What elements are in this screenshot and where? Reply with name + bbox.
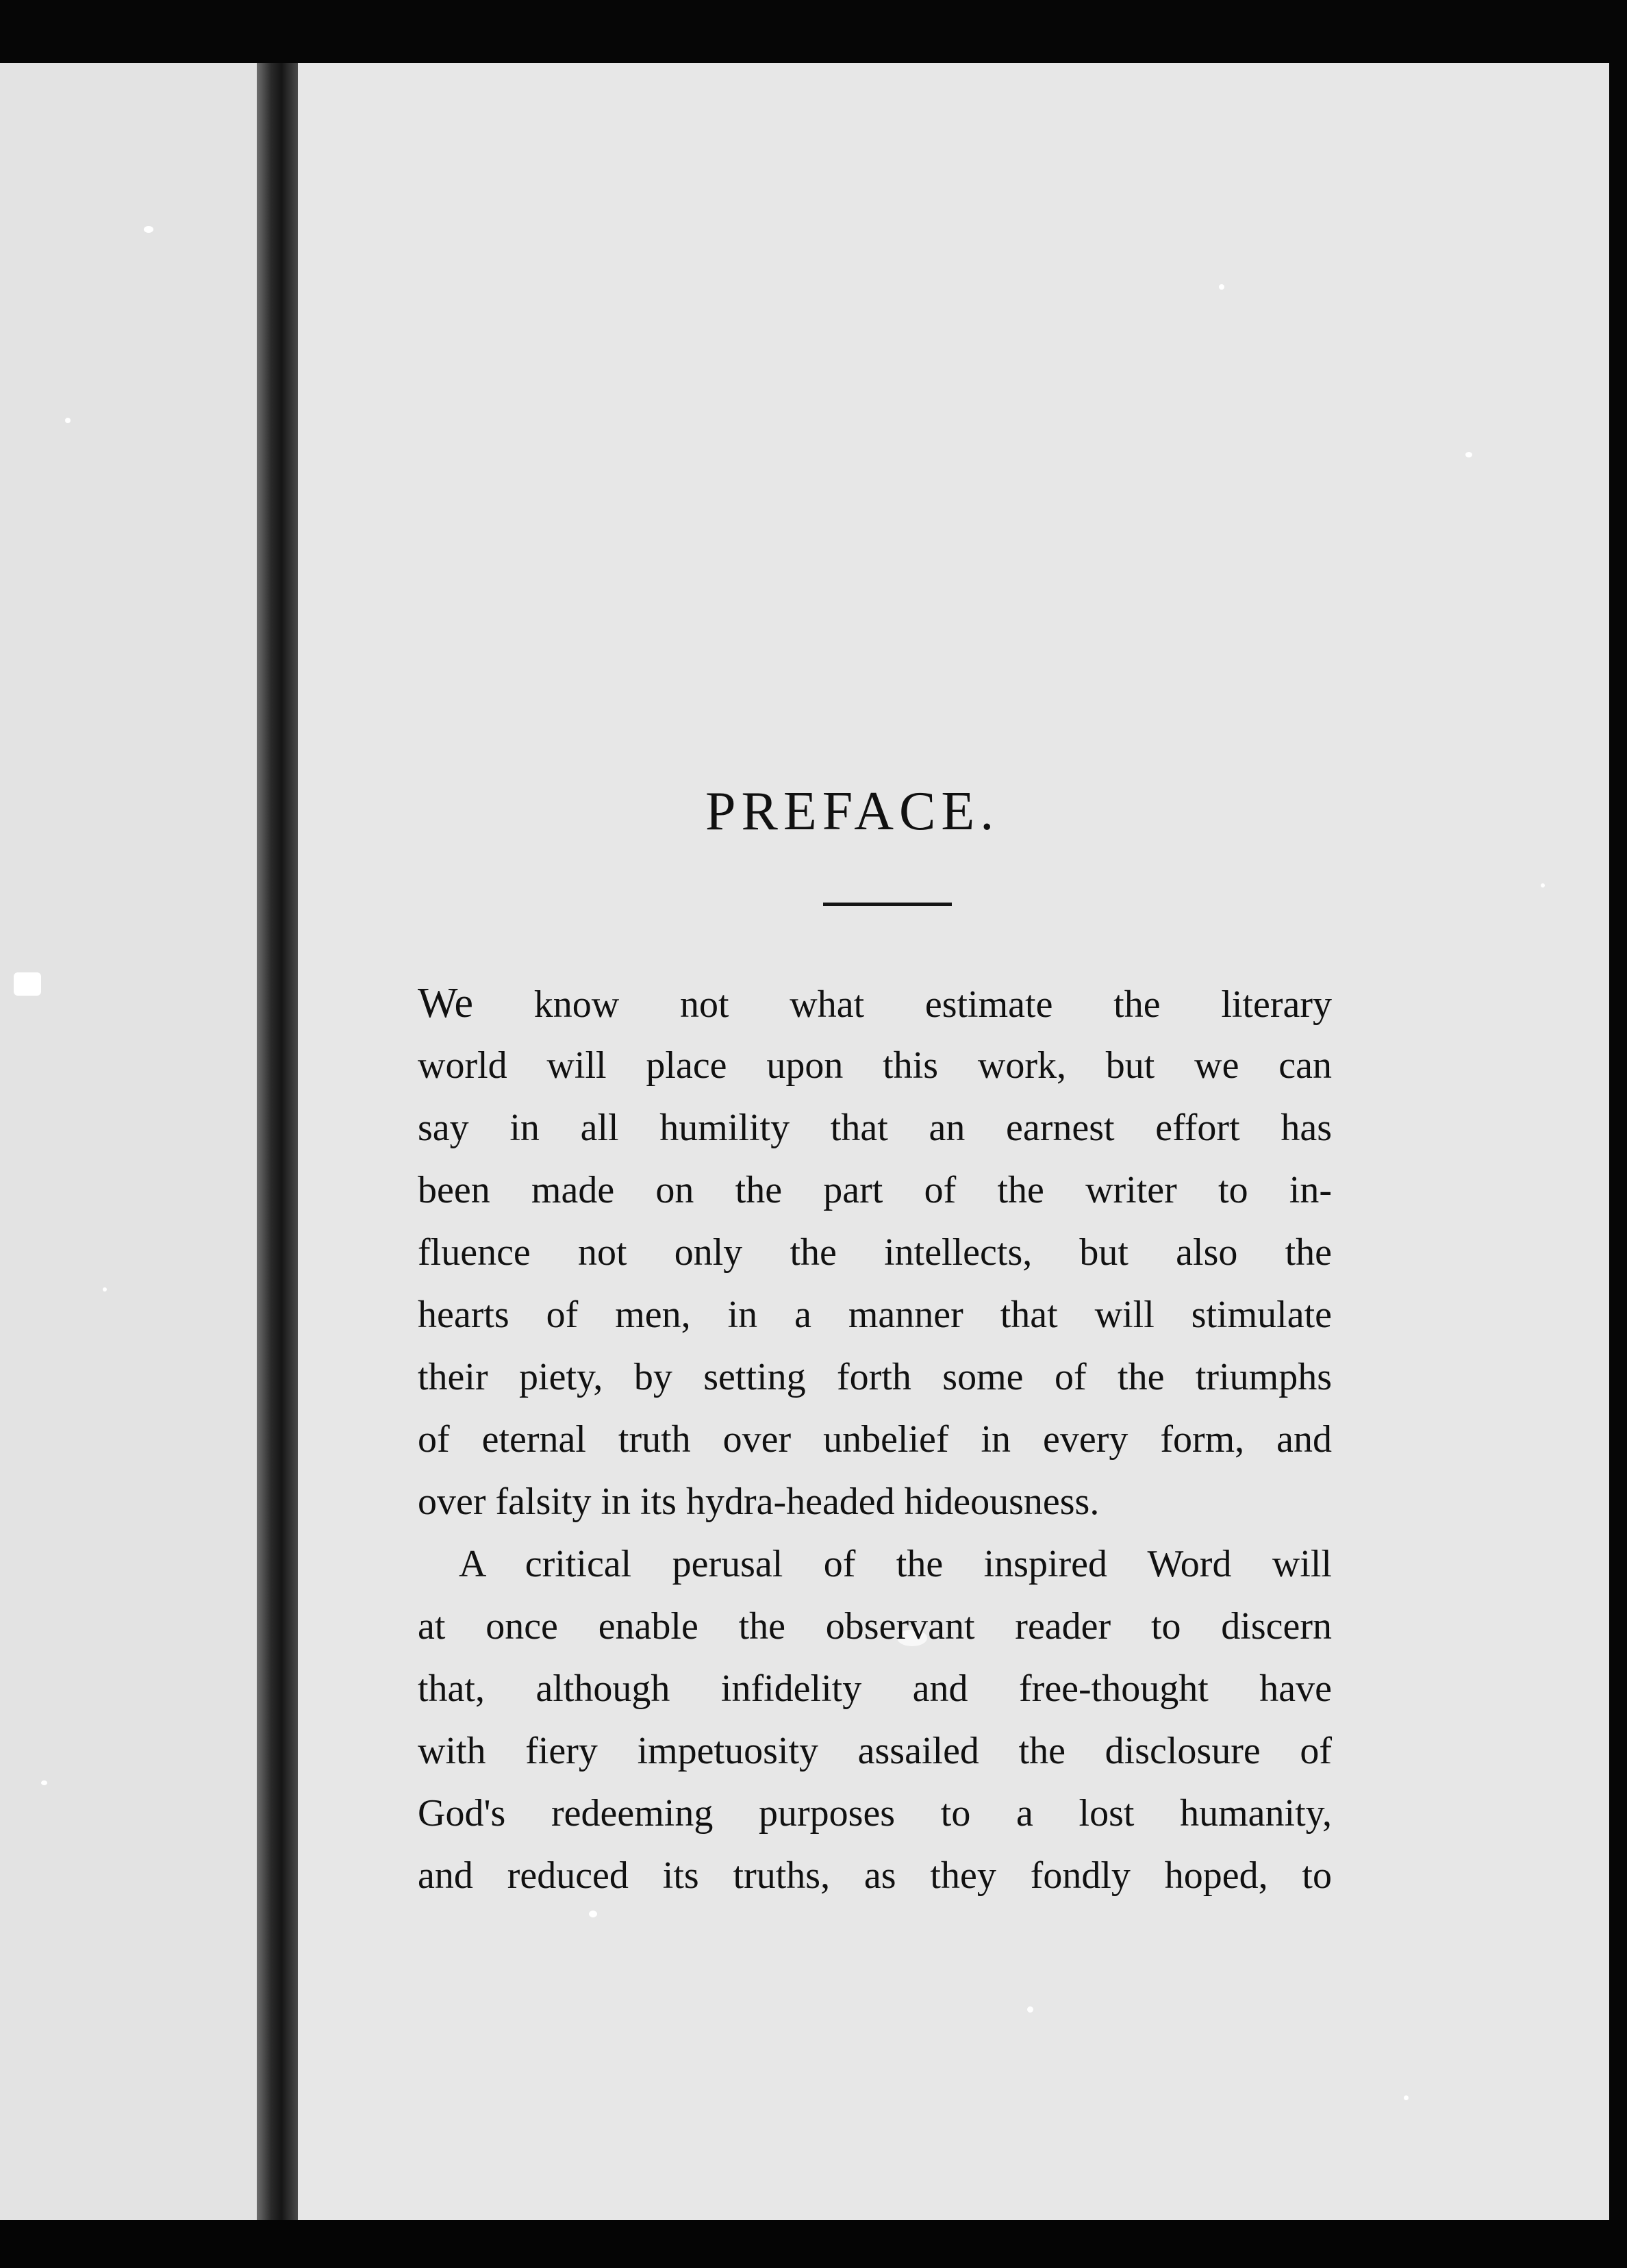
page-title: PREFACE. (705, 781, 1000, 842)
scan-speck (41, 1780, 47, 1785)
scan-speck (589, 1911, 597, 1917)
text-line: with fiery impetuosity assailed the disclosure of (418, 1730, 1332, 1772)
scan-speck (1404, 2095, 1409, 2100)
text-line: over falsity in its hydra-headed hideousness. (418, 1480, 1100, 1523)
text-line: hearts of men, in a manner that will stimulate (418, 1294, 1332, 1336)
paragraph (418, 972, 1332, 1533)
text-line: at once enable the observant reader to discern (418, 1605, 1332, 1648)
scan-speck (1219, 284, 1224, 290)
text-line (418, 972, 1332, 1035)
lead-cap: We (418, 980, 474, 1026)
scan-speck (1541, 883, 1545, 887)
line-text: know not what estimate the literary (473, 983, 1332, 1026)
book-gutter (257, 63, 298, 2220)
text-line: been made on the part of the writer to in- (418, 1169, 1332, 1211)
text-line: God's redeeming purposes to a lost humanity, (418, 1792, 1332, 1835)
text-line: their piety, by setting forth some of the triumphs (418, 1356, 1332, 1398)
text-line: world will place upon this work, but we can (418, 1044, 1332, 1087)
text-line: A critical perusal of the inspired Word will (459, 1543, 1332, 1585)
text-line: say in all humility that an earnest effort has (418, 1107, 1332, 1149)
text-line: fluence not only the intellects, but also the (418, 1231, 1332, 1274)
scan-speck (103, 1287, 107, 1292)
text-line: that, although infidelity and free-thought have (418, 1667, 1332, 1710)
text-line: of eternal truth over unbelief in every form, and (418, 1418, 1332, 1461)
scan-speck (1027, 2006, 1033, 2013)
preface-text (418, 972, 1332, 1907)
paragraph (418, 1533, 1332, 1907)
scan-bottom-margin (0, 2220, 1627, 2268)
scan-speck (1465, 452, 1472, 457)
scan-speck (65, 418, 71, 423)
title-rule (823, 903, 952, 906)
text-line: and reduced its truths, as they fondly hoped, to (418, 1854, 1332, 1897)
left-page (0, 63, 257, 2220)
scan-speck (144, 226, 153, 233)
scan-speck (14, 972, 41, 996)
